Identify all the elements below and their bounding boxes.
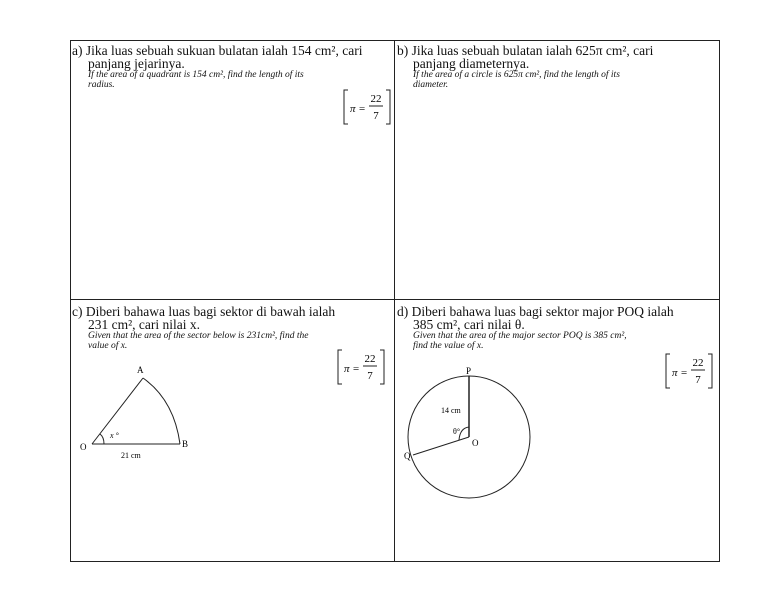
arc-AB bbox=[143, 378, 180, 444]
label-base: 21 cm bbox=[121, 451, 141, 460]
pi-lhs: π = bbox=[672, 367, 688, 379]
question-c bbox=[72, 305, 335, 351]
label-P: P bbox=[466, 366, 472, 376]
pi-num: 22 bbox=[364, 353, 376, 365]
question-d-english-2: find the value of x. bbox=[413, 341, 484, 351]
label-angle-theta: θ° bbox=[453, 427, 461, 436]
question-a-malay-cont: panjang jejarinya. bbox=[88, 56, 185, 71]
question-d-malay-cont: 385 cm², cari nilai θ. bbox=[413, 317, 525, 332]
circle-diagram-d bbox=[398, 364, 548, 504]
question-b-malay-cont: panjang diameternya. bbox=[413, 56, 530, 71]
question-a-english-2: radius. bbox=[88, 80, 115, 90]
angle-arc-theta bbox=[459, 427, 469, 440]
table-divider-horizontal bbox=[70, 299, 720, 300]
question-b-malay: b) Jika luas sebuah bulatan ialah 625π cm², cari bbox=[397, 43, 654, 58]
label-angle-x: x ° bbox=[110, 431, 119, 440]
question-a bbox=[72, 44, 362, 90]
label-O: O bbox=[80, 442, 87, 452]
question-b-english-1: If the area of a circle is 625π cm², find the length of its bbox=[413, 70, 620, 80]
pi-lhs: π = bbox=[350, 103, 366, 115]
question-c-malay-cont: 231 cm², cari nilai x. bbox=[88, 317, 201, 332]
question-c-english-1: Given that the area of the sector below is 231cm², find the bbox=[88, 331, 309, 341]
label-B: B bbox=[182, 439, 189, 449]
label-O: O bbox=[472, 438, 479, 448]
sector-diagram-c bbox=[76, 360, 216, 470]
pi-den: 7 bbox=[695, 374, 701, 386]
question-d-malay: d) Diberi bahawa luas bagi sektor major POQ ialah bbox=[397, 304, 674, 319]
pi-num: 22 bbox=[692, 357, 704, 369]
question-b bbox=[397, 44, 653, 90]
question-table bbox=[70, 40, 720, 562]
question-d-english-1: Given that the area of the major sector POQ is 385 cm², bbox=[413, 331, 627, 341]
question-a-malay: a) Jika luas sebuah sukuan bulatan ialah 154 cm², cari bbox=[72, 43, 363, 58]
question-d bbox=[397, 305, 674, 351]
question-c-malay: c) Diberi bahawa luas bagi sektor di bawah ialah bbox=[72, 304, 336, 319]
label-Q: Q bbox=[404, 451, 411, 461]
label-radius: 14 cm bbox=[441, 406, 461, 415]
pi-den: 7 bbox=[373, 110, 379, 122]
question-a-english-1: If the area of a quadrant is 154 cm², find the length of its bbox=[88, 70, 304, 80]
radius-OQ bbox=[413, 437, 469, 455]
pi-lhs: π = bbox=[344, 363, 360, 375]
pi-num: 22 bbox=[370, 93, 382, 105]
label-A: A bbox=[137, 365, 144, 375]
table-divider-vertical bbox=[394, 40, 395, 562]
pi-den: 7 bbox=[367, 370, 373, 382]
question-c-english-2: value of x. bbox=[88, 341, 128, 351]
question-b-english-2: diameter. bbox=[413, 80, 449, 90]
angle-arc-x bbox=[100, 434, 104, 444]
